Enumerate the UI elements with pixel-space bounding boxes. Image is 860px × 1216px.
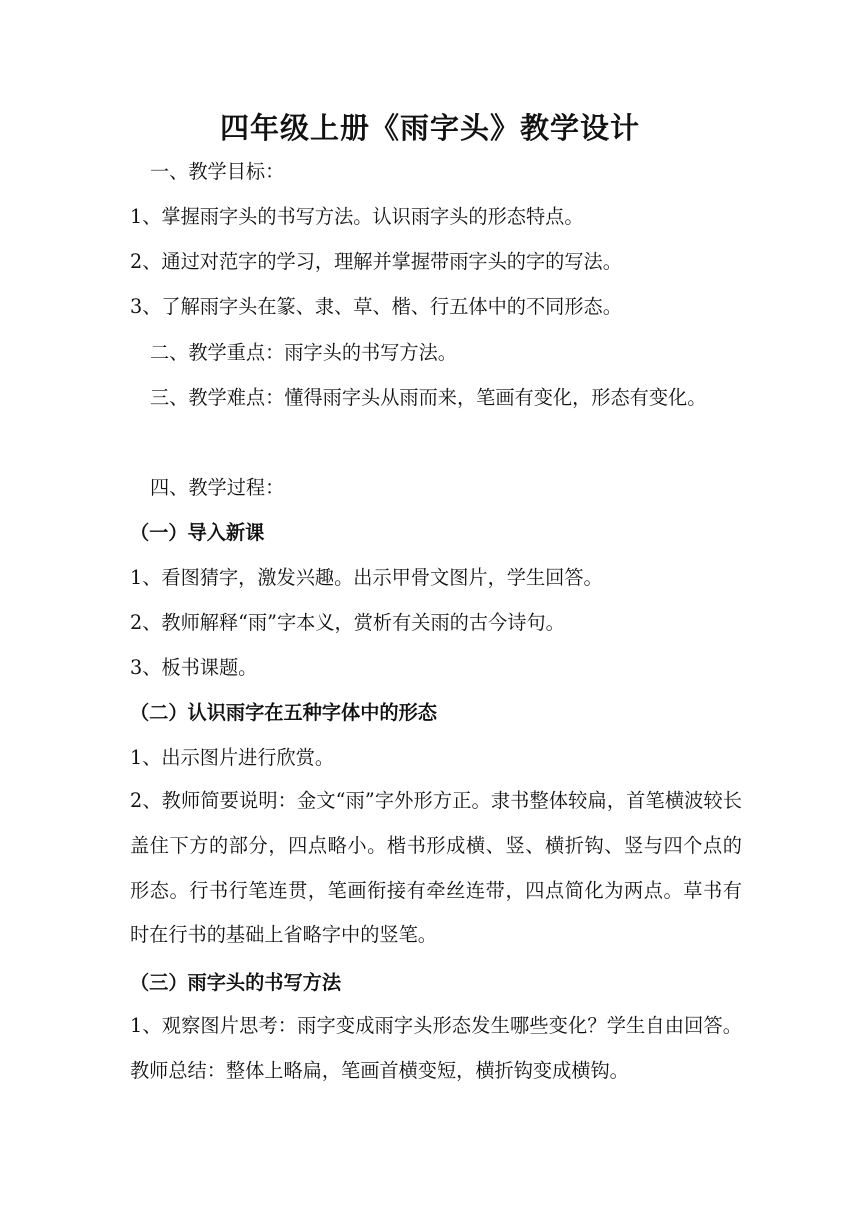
section-2-item-2: 2、教师简要说明：金文“雨”字外形方正。隶书整体较扁，首笔横波较长盖住下方的部分，四点略小。楷书形成横、竖、横折钩、竖与四个点的形态。行书行笔连贯，笔画衔接有牵丝连带，四点简化为两点。草书有时在行书的基础上省略字中的竖笔。 <box>130 789 742 947</box>
section-1-item-3: 3、板书课题。 <box>130 656 258 679</box>
difficulty: 三、教学难点：懂得雨字头从雨而来，笔画有变化，形态有变化。 <box>150 386 707 409</box>
document-title: 四年级上册《雨字头》教学设计 <box>219 111 640 145</box>
goal-item-1: 1、掌握雨字头的书写方法。认识雨字头的形态特点。 <box>130 205 584 228</box>
section-2-item-1: 1、出示图片进行欣赏。 <box>130 746 335 769</box>
key-point: 二、教学重点：雨字头的书写方法。 <box>150 341 457 364</box>
goals-heading: 一、教学目标： <box>150 160 285 183</box>
goal-item-2: 2、通过对范字的学习，理解并掌握带雨字头的字的写法。 <box>130 250 622 273</box>
process-heading: 四、教学过程： <box>150 476 285 499</box>
section-3-item-1: 1、观察图片思考：雨字变成雨字头形态发生哪些变化？学生自由回答。教师总结：整体上略扁，笔画首横变短，横折钩变成横钩。 <box>130 1014 742 1082</box>
section-2-heading: （二）认识雨字在五种字体中的形态 <box>130 701 437 724</box>
section-1-item-1: 1、看图猜字，激发兴趣。出示甲骨文图片，学生回答。 <box>130 566 603 589</box>
section-1-item-2: 2、教师解释“雨”字本义，赏析有关雨的古今诗句。 <box>130 611 565 634</box>
goal-item-3: 3、了解雨字头在篆、隶、草、楷、行五体中的不同形态。 <box>130 295 622 318</box>
section-3-heading: （三）雨字头的书写方法 <box>130 971 342 994</box>
section-1-heading: （一）导入新课 <box>130 521 265 544</box>
